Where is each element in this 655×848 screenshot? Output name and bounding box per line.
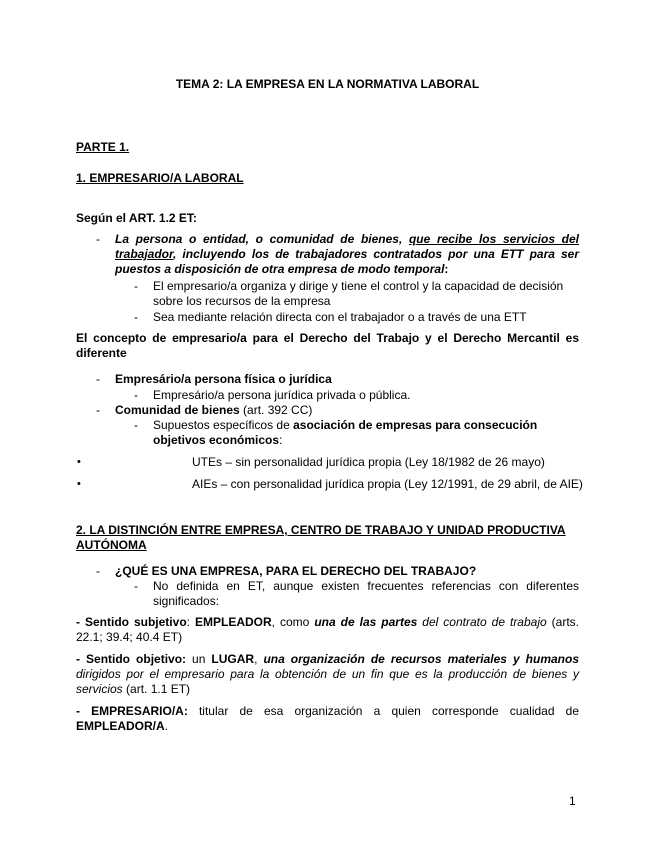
definition-text: La persona o entidad, o comunidad de bienes, que recibe los servicios del trabajador, incluyendo los de trabajadores contratados por una ETT para ser puestos a disposición de otra empresa de modo temporal:: [115, 232, 579, 276]
article-intro: Según el ART. 1.2 ET:: [76, 211, 197, 225]
sentido-subjetivo: - Sentido subjetivo: EMPLEADOR, como una de las partes del contrato de trabajo (arts. 22.1; 39.4; 40.4 ET): [76, 615, 579, 644]
sentido-objetivo: - Sentido objetivo: un LUGAR, una organización de recursos materiales y humanos dirigidos por el empresario para la obtención de un fin que es la producción de bienes y servicios (art. 1.1 ET): [76, 652, 579, 696]
sub-item-organiza: El empresario/a organiza y dirige y tiene el control y la capacidad de decisión sobre los recursos de la empresa: [153, 279, 564, 308]
list-dash: -: [134, 388, 138, 402]
list-dash: -: [134, 579, 138, 593]
list-dash: -: [134, 418, 138, 432]
page-number: 1: [569, 794, 576, 808]
list-dash: -: [96, 232, 100, 246]
item-persona: Empresário/a persona física o jurídica: [115, 372, 332, 386]
list-dash: -: [96, 372, 100, 386]
item-comunidad: Comunidad de bienes (art. 392 CC): [115, 403, 313, 417]
question-sub: No definida en ET, aunque existen frecuentes referencias con diferentes significados:: [153, 579, 579, 608]
question-empresa: ¿QUÉ ES UNA EMPRESA, PARA EL DERECHO DEL TRABAJO?: [115, 564, 477, 578]
list-dash: -: [134, 279, 138, 293]
empresario-definition: - EMPRESARIO/A: titular de esa organización a quien corresponde cualidad de EMPLEADOR/A.: [76, 704, 579, 733]
list-dash: -: [96, 403, 100, 417]
bullet-utes: UTEs – sin personalidad jurídica propia (Ley 18/1982 de 26 mayo): [192, 455, 545, 469]
list-dash: -: [96, 564, 100, 578]
sub-item-asociacion: Supuestos específicos de asociación de empresas para consecución objetivos económicos:: [153, 418, 538, 447]
bullet-icon: •: [77, 478, 81, 490]
sub-item-relacion: Sea mediante relación directa con el trabajador o a través de una ETT: [153, 310, 527, 324]
section-2-heading: 2. LA DISTINCIÓN ENTRE EMPRESA, CENTRO DE TRABAJO Y UNIDAD PRODUCTIVA AUTÓNOMA: [76, 523, 566, 552]
sub-item-persona-juridica: Empresário/a persona jurídica privada o pública.: [153, 388, 411, 402]
concept-paragraph: El concepto de empresario/a para el Derecho del Trabajo y el Derecho Mercantil es diferente: [76, 331, 579, 360]
bullet-aies: AIEs – con personalidad jurídica propia (Ley 12/1991, de 29 abril, de AIE): [192, 477, 583, 491]
page-title: TEMA 2: LA EMPRESA EN LA NORMATIVA LABORAL: [175, 77, 480, 91]
list-dash: -: [134, 310, 138, 324]
bullet-icon: •: [77, 456, 81, 468]
section-1-heading: 1. EMPRESARIO/A LABORAL: [76, 171, 244, 185]
part-heading: PARTE 1.: [76, 140, 130, 154]
